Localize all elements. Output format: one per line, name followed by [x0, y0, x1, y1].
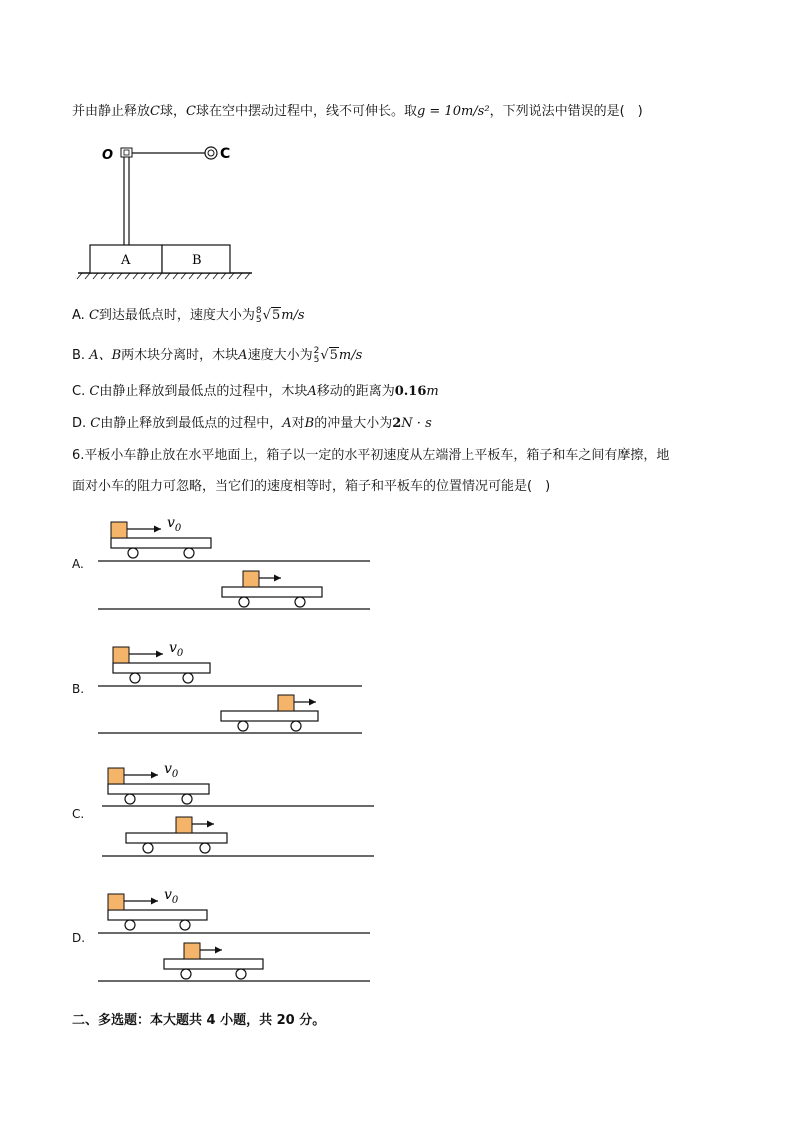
box: [108, 894, 124, 910]
cart-plank: [108, 910, 207, 920]
unit: m/s: [281, 308, 305, 323]
cart-wheel: [180, 920, 190, 930]
frac-den: 5: [313, 354, 320, 365]
cart-wheel: [291, 721, 301, 731]
cart-wheel: [183, 673, 193, 683]
var-c: C: [185, 104, 196, 119]
label-c: C: [220, 146, 231, 162]
q6-stem-line1: 6.平板小车静止放在水平地面上，箱子以一定的水平初速度从左端滑上平板车，箱子和车之间有摩擦，地: [72, 448, 670, 463]
option-text: 两木块分离时，木块: [121, 348, 239, 363]
cart-plank: [108, 784, 209, 794]
stem-text: 球，: [159, 104, 186, 119]
arrow-head: [274, 575, 281, 582]
option-label: C.: [72, 384, 86, 399]
cart-wheel: [125, 794, 135, 804]
var: A: [282, 416, 292, 431]
cart-plank: [111, 538, 211, 548]
stem-text: 并由静止释放: [72, 104, 151, 119]
cart-wheel: [125, 920, 135, 930]
cart-wheel: [181, 969, 191, 979]
sqrt-body: 5: [329, 348, 338, 363]
box: [108, 768, 124, 784]
sqrt-body: 5: [271, 308, 281, 323]
frac-num: 2: [313, 345, 320, 356]
frac-den: 5: [255, 314, 262, 325]
option-text: 对: [291, 416, 305, 431]
var: B: [304, 416, 315, 431]
frac-num: 8: [255, 305, 262, 316]
var-c: C: [150, 104, 160, 119]
arrow-head: [207, 821, 214, 828]
var: A: [307, 384, 317, 399]
cart-plank: [164, 959, 263, 969]
cart-wheel: [295, 597, 305, 607]
v0-label: $v_0$: [164, 887, 179, 906]
cart-wheel: [184, 548, 194, 558]
option-text: 的冲量大小为: [314, 416, 393, 431]
arrow-head: [151, 898, 158, 905]
option-label: D.: [72, 416, 87, 431]
box: [243, 571, 259, 587]
cart-wheel: [182, 794, 192, 804]
arrow-head: [156, 651, 163, 658]
q6-option-c-label: C.: [72, 807, 85, 821]
cart-plank: [113, 663, 210, 673]
q6-option-d-label: D.: [72, 931, 86, 945]
value: 2: [392, 416, 402, 431]
var: C: [88, 308, 99, 323]
stem-text: ，下列说法中错误的是( ): [489, 104, 643, 119]
cart-plank: [221, 711, 318, 721]
option-text: 速度大小为: [247, 348, 313, 363]
unit: m/s: [338, 348, 363, 363]
unit: N · s: [401, 416, 432, 431]
q6-stem-line2: 面对小车的阻力可忽略，当它们的速度相等时，箱子和平板车的位置情况可能是( ): [72, 479, 551, 494]
var: C: [90, 416, 101, 431]
cart-plank: [222, 587, 322, 597]
v0-label: $v_0$: [167, 515, 182, 534]
sqrt: √5: [320, 348, 338, 363]
block-b-label: B: [192, 253, 202, 268]
cart-wheel: [200, 843, 210, 853]
label-o: O: [102, 148, 114, 163]
option-text: 由静止释放到最低点的过程中，: [100, 416, 283, 431]
cart-wheel: [236, 969, 246, 979]
arrow-head: [215, 947, 222, 954]
stem-text: 球在空中摆动过程中，线不可伸长。取: [195, 104, 417, 119]
unit: m: [426, 384, 439, 399]
arrow-head: [151, 772, 158, 779]
var: A: [238, 348, 248, 363]
arrow-head: [154, 526, 161, 533]
option-text: 到达最低点时，速度大小为: [98, 308, 255, 323]
arrow-head: [309, 699, 316, 706]
option-label: A.: [72, 308, 85, 323]
section-header: 二、多选题：本大题共 4 小题，共 20 分。: [72, 1013, 326, 1028]
cart-wheel: [128, 548, 138, 558]
box: [278, 695, 294, 711]
var: A、B: [89, 348, 122, 363]
v0-label: $v_0$: [169, 640, 184, 659]
v0-label: $v_0$: [164, 761, 179, 780]
block-a-label: A: [121, 253, 131, 268]
cart-wheel: [238, 721, 248, 731]
box: [113, 647, 129, 663]
cart-wheel: [239, 597, 249, 607]
box: [111, 522, 127, 538]
q6-option-b-label: B.: [72, 682, 85, 696]
g-expression: g = 10m/s²: [416, 104, 490, 119]
option-label: B.: [72, 348, 86, 363]
value: 0.16: [394, 384, 427, 399]
cart-wheel: [130, 673, 140, 683]
cart-plank: [126, 833, 227, 843]
box: [184, 943, 200, 959]
var: C: [89, 384, 100, 399]
option-text: 移动的距离为: [316, 384, 395, 399]
option-text: 由静止释放到最低点的过程中，木块: [99, 384, 308, 399]
q6-option-a-label: A.: [72, 557, 84, 571]
box: [176, 817, 192, 833]
sqrt: √5: [262, 308, 281, 323]
cart-wheel: [143, 843, 153, 853]
